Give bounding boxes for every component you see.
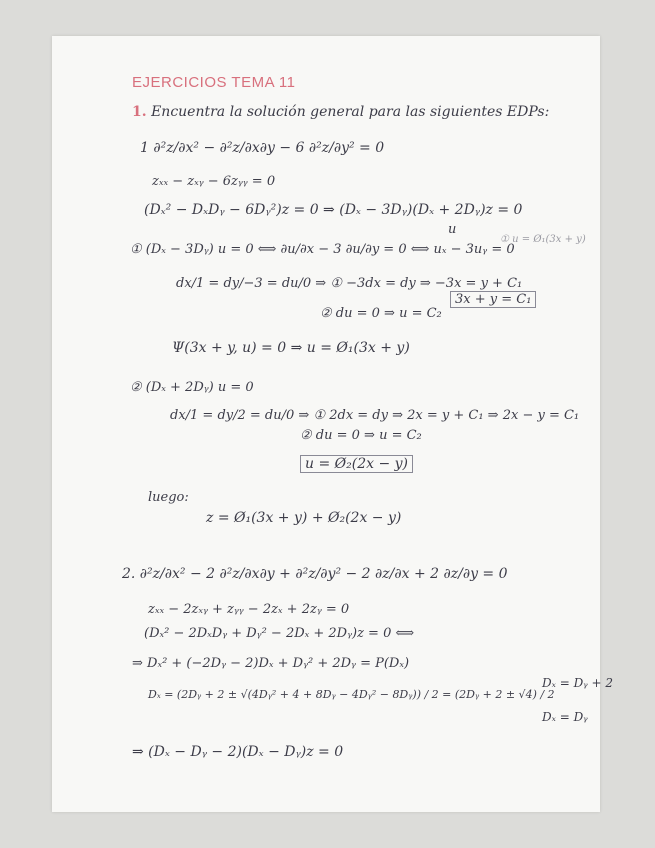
luego-label: luego: xyxy=(148,490,189,505)
exercise-1-general-solution: z = Ø₁(3x + y) + Ø₂(2x − y) xyxy=(206,510,402,526)
root-2: Dₓ = Dᵧ xyxy=(542,710,588,724)
exercise-1-statement: Encuentra la solución general para las siguientes EDPs: xyxy=(151,104,550,120)
quadratic-formula: Dₓ = (2Dᵧ + 2 ± √(4Dᵧ² + 4 + 8Dᵧ − 4Dᵧ² − 8Dᵧ)) / 2 = (2Dᵧ + 2 ± √4) / 2 xyxy=(148,688,555,701)
page-title: EJERCICIOS TEMA 11 xyxy=(132,74,296,91)
characteristic-polynomial: ⇒ Dₓ² + (−2Dᵧ − 2)Dₓ + Dᵧ² + 2Dᵧ = P(Dₓ) xyxy=(132,656,410,671)
first-integral-1: 3x + y = C₁ xyxy=(450,291,536,308)
equation-1-operator-form: (Dₓ² − DₓDᵧ − 6Dᵧ²)z = 0 ⇒ (Dₓ − 3Dᵧ)(Dₓ + 2Dᵧ)z = 0 xyxy=(144,202,523,218)
case-2-characteristics: dx/1 = dy/2 = du/0 ⇒ ① 2dx = dy ⇒ 2x = y + C₁ ⇒ 2x − y = C₁ xyxy=(170,408,580,423)
case-1-first-integral-box xyxy=(450,292,536,307)
exercise-1-number: 1. xyxy=(132,104,147,120)
equation-2-subscript-form: zₓₓ − 2zₓᵧ + zᵧᵧ − 2zₓ + 2zᵧ = 0 xyxy=(148,602,350,617)
exercise-1-heading xyxy=(132,104,549,120)
notebook-page xyxy=(52,36,614,812)
case-2-solution-box xyxy=(300,456,413,472)
case-2-second-integral: ② du = 0 ⇒ u = C₂ xyxy=(300,428,422,443)
equation-2-factored: ⇒ (Dₓ − Dᵧ − 2)(Dₓ − Dᵧ)z = 0 xyxy=(132,744,344,760)
case-1-second-integral: ② du = 0 ⇒ u = C₂ xyxy=(320,306,442,321)
case-1-margin-note: ① u = Ø₁(3x + y) xyxy=(500,234,586,245)
equation-1: 1 ∂²z/∂x² − ∂²z/∂x∂y − 6 ∂²z/∂y² = 0 xyxy=(140,140,385,156)
case-2-equation: ② (Dₓ + 2Dᵧ) u = 0 xyxy=(130,380,254,395)
equation-2: 2. ∂²z/∂x² − 2 ∂²z/∂x∂y + ∂²z/∂y² − 2 ∂z/∂x + 2 ∂z/∂y = 0 xyxy=(122,566,508,582)
case-1-characteristics: dx/1 = dy/−3 = du/0 ⇒ ① −3dx = dy ⇒ −3x = y + C₁ xyxy=(176,276,523,291)
root-1: Dₓ = Dᵧ + 2 xyxy=(542,676,614,690)
case-1-general-solution: Ψ(3x + y, u) = 0 ⇒ u = Ø₁(3x + y) xyxy=(172,340,410,356)
case-2-solution: u = Ø₂(2x − y) xyxy=(300,455,413,473)
equation-1-subscript-form: zₓₓ − zₓᵧ − 6zᵧᵧ = 0 xyxy=(152,174,276,189)
equation-2-operator-form: (Dₓ² − 2DₓDᵧ + Dᵧ² − 2Dₓ + 2Dᵧ)z = 0 ⟺ xyxy=(144,626,415,641)
case-1-equation: ① (Dₓ − 3Dᵧ) u = 0 ⟺ ∂u/∂x − 3 ∂u/∂y = 0 ⟺ uₓ − 3uᵧ = 0 xyxy=(130,242,515,257)
substitution-u-label: u xyxy=(448,222,457,237)
